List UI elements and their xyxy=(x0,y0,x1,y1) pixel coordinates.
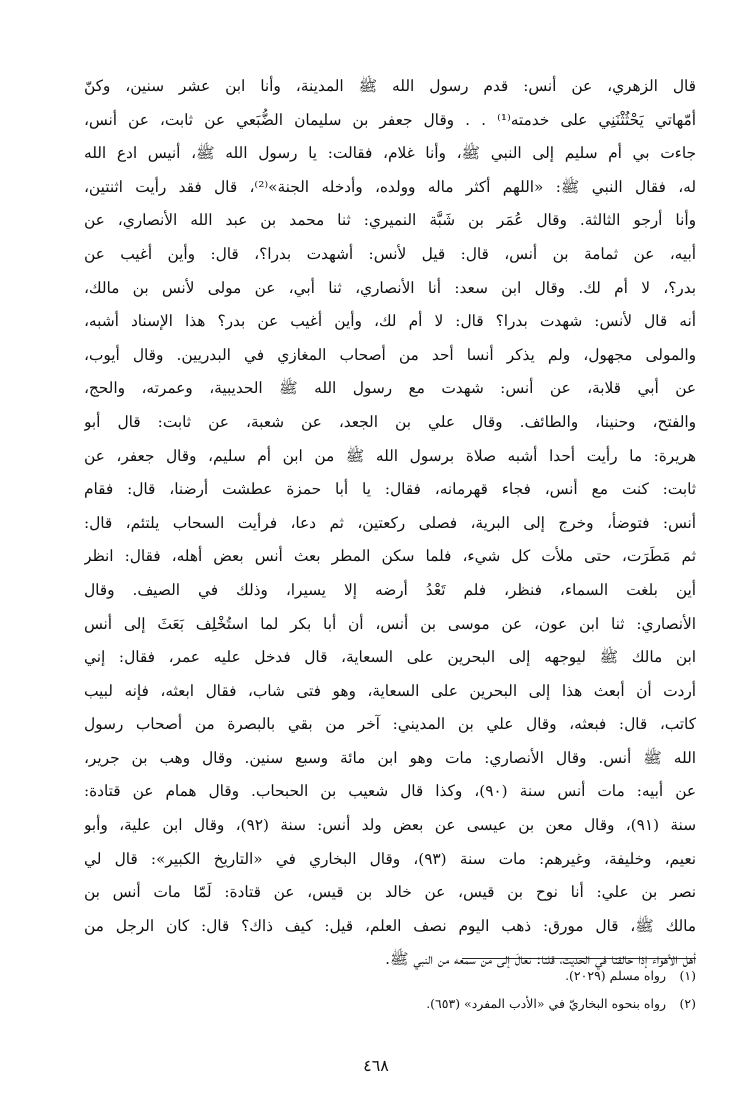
footnotes xyxy=(84,962,696,1018)
text-line: عن أبي قلابة، عن أنس: شهدت مع رسول الله ﷺ الحديبية، وعمرته، والحج، xyxy=(84,379,696,398)
text-line: أبيه، عن ثمامة بن أنس، قال: قيل لأنس: أشهدت بدرا؟، قال: وأين أغيب عن xyxy=(84,244,696,263)
text-line: أنه قال لأنس: شهدت بدرا؟ قال: لا أم لك، وأين أغيب عن بدر؟ هذا الإسناد أشبه، xyxy=(84,312,696,331)
main-text xyxy=(84,70,696,977)
text-line: الله ﷺ أنس. وقال الأنصاري: مات وهو ابن مائة وسبع سنين. وقال وهب بن جرير، xyxy=(84,748,696,767)
text-line: أهل الأهواء إذا خالفنا في الحديث، قلنا: تعالَ إلى من سمعه من النبي ﷺ. xyxy=(385,950,696,969)
text-line: أمّهاتي يَحْثُثْنَنِي على خدمته⁽¹⁾ . . وقال جعفر بن سليمان الضُّبَعي عن ثابت، عن أنس، xyxy=(84,110,696,129)
text-line: الأنصاري: ثنا ابن عون، عن موسى بن أنس، أن أبا بكر لما استُخْلِف بَعَثَ إلى أنس xyxy=(84,614,696,633)
footnote-2 xyxy=(84,990,696,1018)
text-line: هريرة: ما رأيت أحدا أشبه صلاة برسول الله ﷺ من ابن أم سليم، وقال جعفر، عن xyxy=(84,446,696,465)
text-line: نصر بن علي: أنا نوح بن قيس، عن خالد بن قيس، عن قتادة: لَمّا مات أنس بن xyxy=(84,883,696,902)
text-line: له، فقال النبي ﷺ: «اللهم أكثر ماله وولده، وأدخله الجنة»⁽²⁾، قال فقد رأيت اثنتين، xyxy=(84,177,696,196)
text-line: أين بلغت السماء، فنظر، فلم تَعْدُ أرضه إلا يسيرا، وذلك في الصيف. وقال xyxy=(84,580,696,599)
footnote-text: رواه بنحوه البخاريّ في «الأدب المفرد» (٦٥٣). xyxy=(426,996,667,1011)
text-line: جاءت بي أم سليم إلى النبي ﷺ، وأنا غلام، فقالت: يا رسول الله ﷺ، أنيس ادع الله xyxy=(84,144,696,163)
text-line: سنة (٩١)، وقال معن بن عيسى عن بعض ولد أنس: سنة (٩٢)، وقال ابن علية، وأبو xyxy=(84,816,696,835)
text-line: ثابت: كنت مع أنس، فجاء قهرمانه، فقال: يا أبا حمزة عطشت أرضنا، قال: فقام xyxy=(84,480,696,499)
text-line: ثم مَطَرَت، حتى ملأت كل شيء، فلما سكن المطر بعث أنس بعض أهله، فقال: انظر xyxy=(84,547,696,566)
footnote-divider xyxy=(462,958,696,959)
footnote-number: (٢) xyxy=(679,996,696,1011)
text-line: والفتح، وحنينا، والطائف. وقال علي بن الجعد، عن شعبة، عن ثابت: قال أبو xyxy=(84,412,696,431)
footnote-1 xyxy=(84,962,696,990)
footnote-text: رواه مسلم (٢٠٢٩). xyxy=(565,968,667,983)
text-line: بدر؟، لا أم لك. وقال ابن سعد: أنا الأنصاري، ثنا أبي، عن مولى لأنس بن مالك، xyxy=(84,278,696,297)
text-line: أنس: فتوضأ، وخرج إلى البرية، فصلى ركعتين، ثم دعا، فرأيت السحاب يلتئم، قال: xyxy=(84,513,696,532)
text-line: ابن مالك ﷺ ليوجهه إلى البحرين على السعاية، قال فدخل عليه عمر، فقال: إني xyxy=(84,648,696,667)
text-line: قال الزهري، عن أنس: قدم رسول الله ﷺ المدينة، وأنا ابن عشر سنين، وكنّ xyxy=(84,77,696,95)
text-line: والمولى مجهول، ولم يذكر أنسا أحد من أصحاب المغازي في البدريين. وقال أيوب، xyxy=(84,345,696,364)
text-line: مالك ﷺ، قال مورق: ذهب اليوم نصف العلم، قيل: كيف ذاك؟ قال: كان الرجل من xyxy=(84,916,696,935)
text-line: نعيم، وخليفة، وغيرهم: مات سنة (٩٣)، وقال البخاري في «التاريخ الكبير»: قال لي xyxy=(84,849,696,868)
text-line: كاتب، قال: فبعثه، وقال علي بن المديني: آخر من بقي بالبصرة من أصحاب رسول xyxy=(84,715,696,734)
footnote-number: (١) xyxy=(679,968,696,983)
page-number: ٤٦٨ xyxy=(363,1056,389,1075)
text-line: عن أبيه: مات أنس سنة (٩٠)، وكذا قال شعيب بن الحبحاب. وقال همام عن قتادة: xyxy=(84,782,696,801)
text-line: وأنا أرجو الثالثة. وقال عُمَر بن شَبَّة النميري: ثنا محمد بن عبد الله الأنصاري، عن xyxy=(84,211,696,230)
text-line: أردت أن أبعث هذا إلى البحرين على السعاية، وهو فتى شاب، فقال ابعثه، فإنه لبيب xyxy=(84,681,696,700)
